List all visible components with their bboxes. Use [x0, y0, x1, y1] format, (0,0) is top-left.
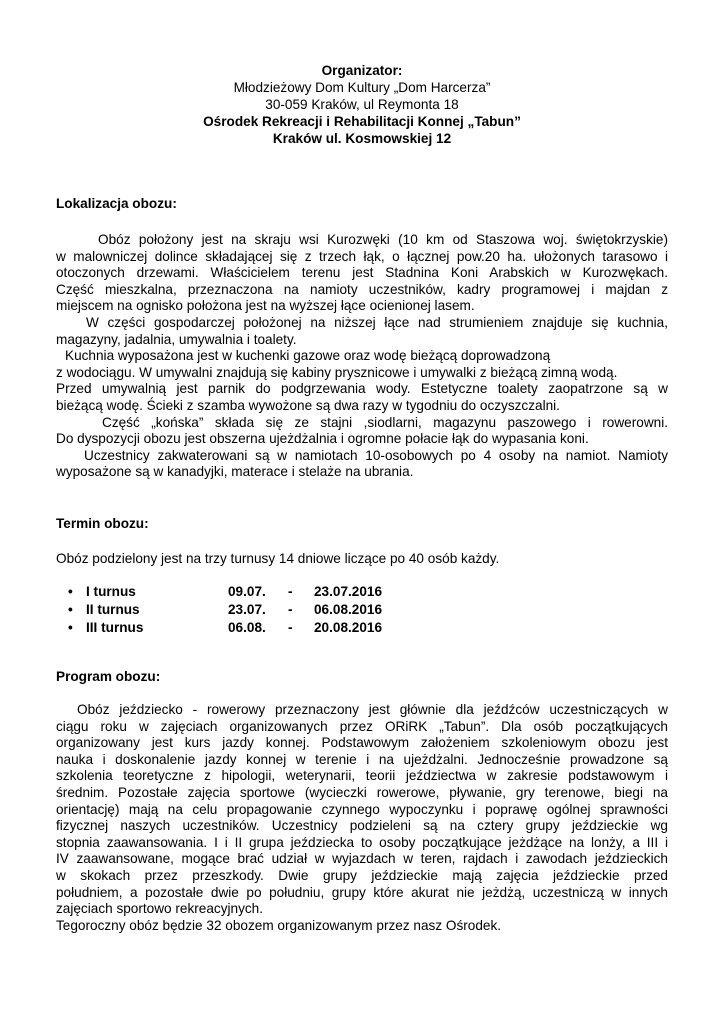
turnus-to: 06.08.2016 [314, 602, 383, 617]
text-line: organizowany jest kurs jazdy konnej. Podstawowym założeniem szkoleniowym obozu jest [56, 735, 668, 751]
organizer-label: Organizator: [321, 63, 403, 78]
text-line: nauka i doskonalenie jazdy konnej w terenie i na ujeżdżalni. Jednocześnie prowadzone są [56, 751, 668, 767]
center-name: Ośrodek Rekreacji i Rehabilitacji Konnej „Tabun” [203, 114, 521, 129]
text-line: szkolenia teoretyczne z hipologii, weterynarii, teorii jeździectwa w zakresie podstawowym i [56, 768, 668, 784]
text-line: otoczonych drzewami. Właścicielem terenu jest Stadnina Koni Arabskich w Kurozwękach. [56, 265, 668, 281]
organizer-address: 30-059 Kraków, ul Reymonta 18 [265, 97, 459, 112]
program-paragraph [56, 702, 668, 934]
term-intro: Obóz podzielony jest na trzy turnusy 14 dniowe liczące po 40 osób każdy. [56, 551, 500, 566]
text-line: w malowniczej dolince składającej się z trzech łąk, o łącznej pow.20 ha. ułożonych tarasowo i [56, 248, 668, 264]
text-line: Część „końska” składa się ze stajni ,siodlarni, magazynu paszowego i rowerowni. [102, 414, 668, 430]
turnus-from: 09.07. [228, 584, 266, 599]
text-line: Obóz położony jest na skraju wsi Kurozwęki (10 km od Staszowa woj. świętokrzyskie) [98, 232, 668, 247]
text-line: fizycznej naszych uczestników. Uczestnicy podzieleni są na cztery grupy jeździeckie wg [56, 818, 668, 834]
location-paragraph [56, 232, 668, 481]
text-line: zajęciach sportowo rekreacyjnych. [56, 901, 264, 917]
organizer-name: Młodzieżowy Dom Kultury „Dom Harcerza” [233, 80, 491, 95]
text-line: Uczestnicy zakwaterowani są w namiotach 10-osobowych po 4 osoby na namiot. Namioty [84, 447, 668, 463]
text-line: stopnia zaawansowania. I i II grupa jeździecka to osoby początkujące jeżdżące na lonży, a III i [56, 834, 668, 850]
text-line: południem, a pozostałe dwie po południu, grupy które akurat nie jeżdżą, uczestniczą w innych [56, 884, 668, 900]
text-line: Część mieszkalna, przeznaczona na namioty uczestników, kadry programowej i majdan z [56, 281, 668, 297]
text-line: W części gospodarczej położonej na niższej łące nad strumieniem znajduje się kuchnia, [86, 314, 668, 330]
text-line: Tegoroczny obóz będzie 32 obozem organizowanym przez nasz Ośrodek. [56, 917, 502, 933]
text-line: bieżącą wodę. Ścieki z szamba wywożone są dwa razy w tygodniu do oczyszczalni. [56, 397, 560, 413]
turnus-dash: - [288, 584, 293, 599]
location-heading: Lokalizacja obozu: [56, 196, 177, 211]
text-line: Obóz jeździecko - rowerowy przeznaczony jest głównie dla jeźdźców uczestniczących w [77, 702, 668, 717]
center-address: Kraków ul. Kosmowskiej 12 [272, 131, 452, 146]
turnus-to: 23.07.2016 [314, 584, 383, 599]
turnus-dash: - [288, 620, 293, 635]
text-line: średnim. Pozostałe zajęcia sportowe (wycieczki rowerowe, pływanie, gry terenowe, biegi na [56, 784, 668, 800]
text-line: miejscem na ognisko położona jest na wyższej łące ocienionej lasem. [56, 298, 475, 314]
turnus-name: I turnus [86, 584, 136, 599]
bullet-icon: • [68, 620, 73, 635]
term-heading: Termin obozu: [56, 516, 149, 531]
text-line: w skokach przez przeszkody. Dwie grupy jeździeckie mają zajęcia jeździeckie przed [56, 867, 668, 883]
text-line: Do dyspozycji obozu jest obszerna ujeżdżalnia i ogromne połacie łąk do wypasania koni. [56, 431, 589, 447]
turnus-name: II turnus [86, 602, 140, 617]
text-line: ciągu roku w zajęciach organizowanych przez ORiRK „Tabun”. Dla osób początkujących [56, 718, 668, 734]
turnus-name: III turnus [86, 620, 144, 635]
text-line: magazyny, jadalnia, umywalnia i toalety. [56, 331, 297, 347]
bullet-icon: • [68, 602, 73, 617]
text-line: Przed umywalnią jest parnik do podgrzewania wody. Estetyczne toalety zaopatrzone są w [56, 381, 668, 397]
turnus-from: 06.08. [228, 620, 266, 635]
turnus-to: 20.08.2016 [314, 620, 383, 635]
turnus-from: 23.07. [228, 602, 266, 617]
text-line: wyposażone są w kanadyjki, materace i stelaże na ubrania. [56, 464, 414, 480]
text-line: Kuchnia wyposażona jest w kuchenki gazowe oraz wodę bieżącą doprowadzoną [65, 348, 551, 364]
bullet-icon: • [68, 584, 73, 599]
text-line: orientację) mają na celu propagowanie czynnego wypoczynku i poprawę ogólnej sprawności [56, 801, 668, 817]
text-line: z wodociągu. W umywalni znajdują się kabiny prysznicowe i umywalki z bieżącą zimną wodą. [56, 364, 618, 380]
text-line: IV zaawansowane, mogące brać udział w wyjazdach w teren, rajdach i zawodach jeździeckich [56, 851, 668, 867]
turnus-dash: - [288, 602, 293, 617]
program-heading: Program obozu: [56, 669, 161, 684]
